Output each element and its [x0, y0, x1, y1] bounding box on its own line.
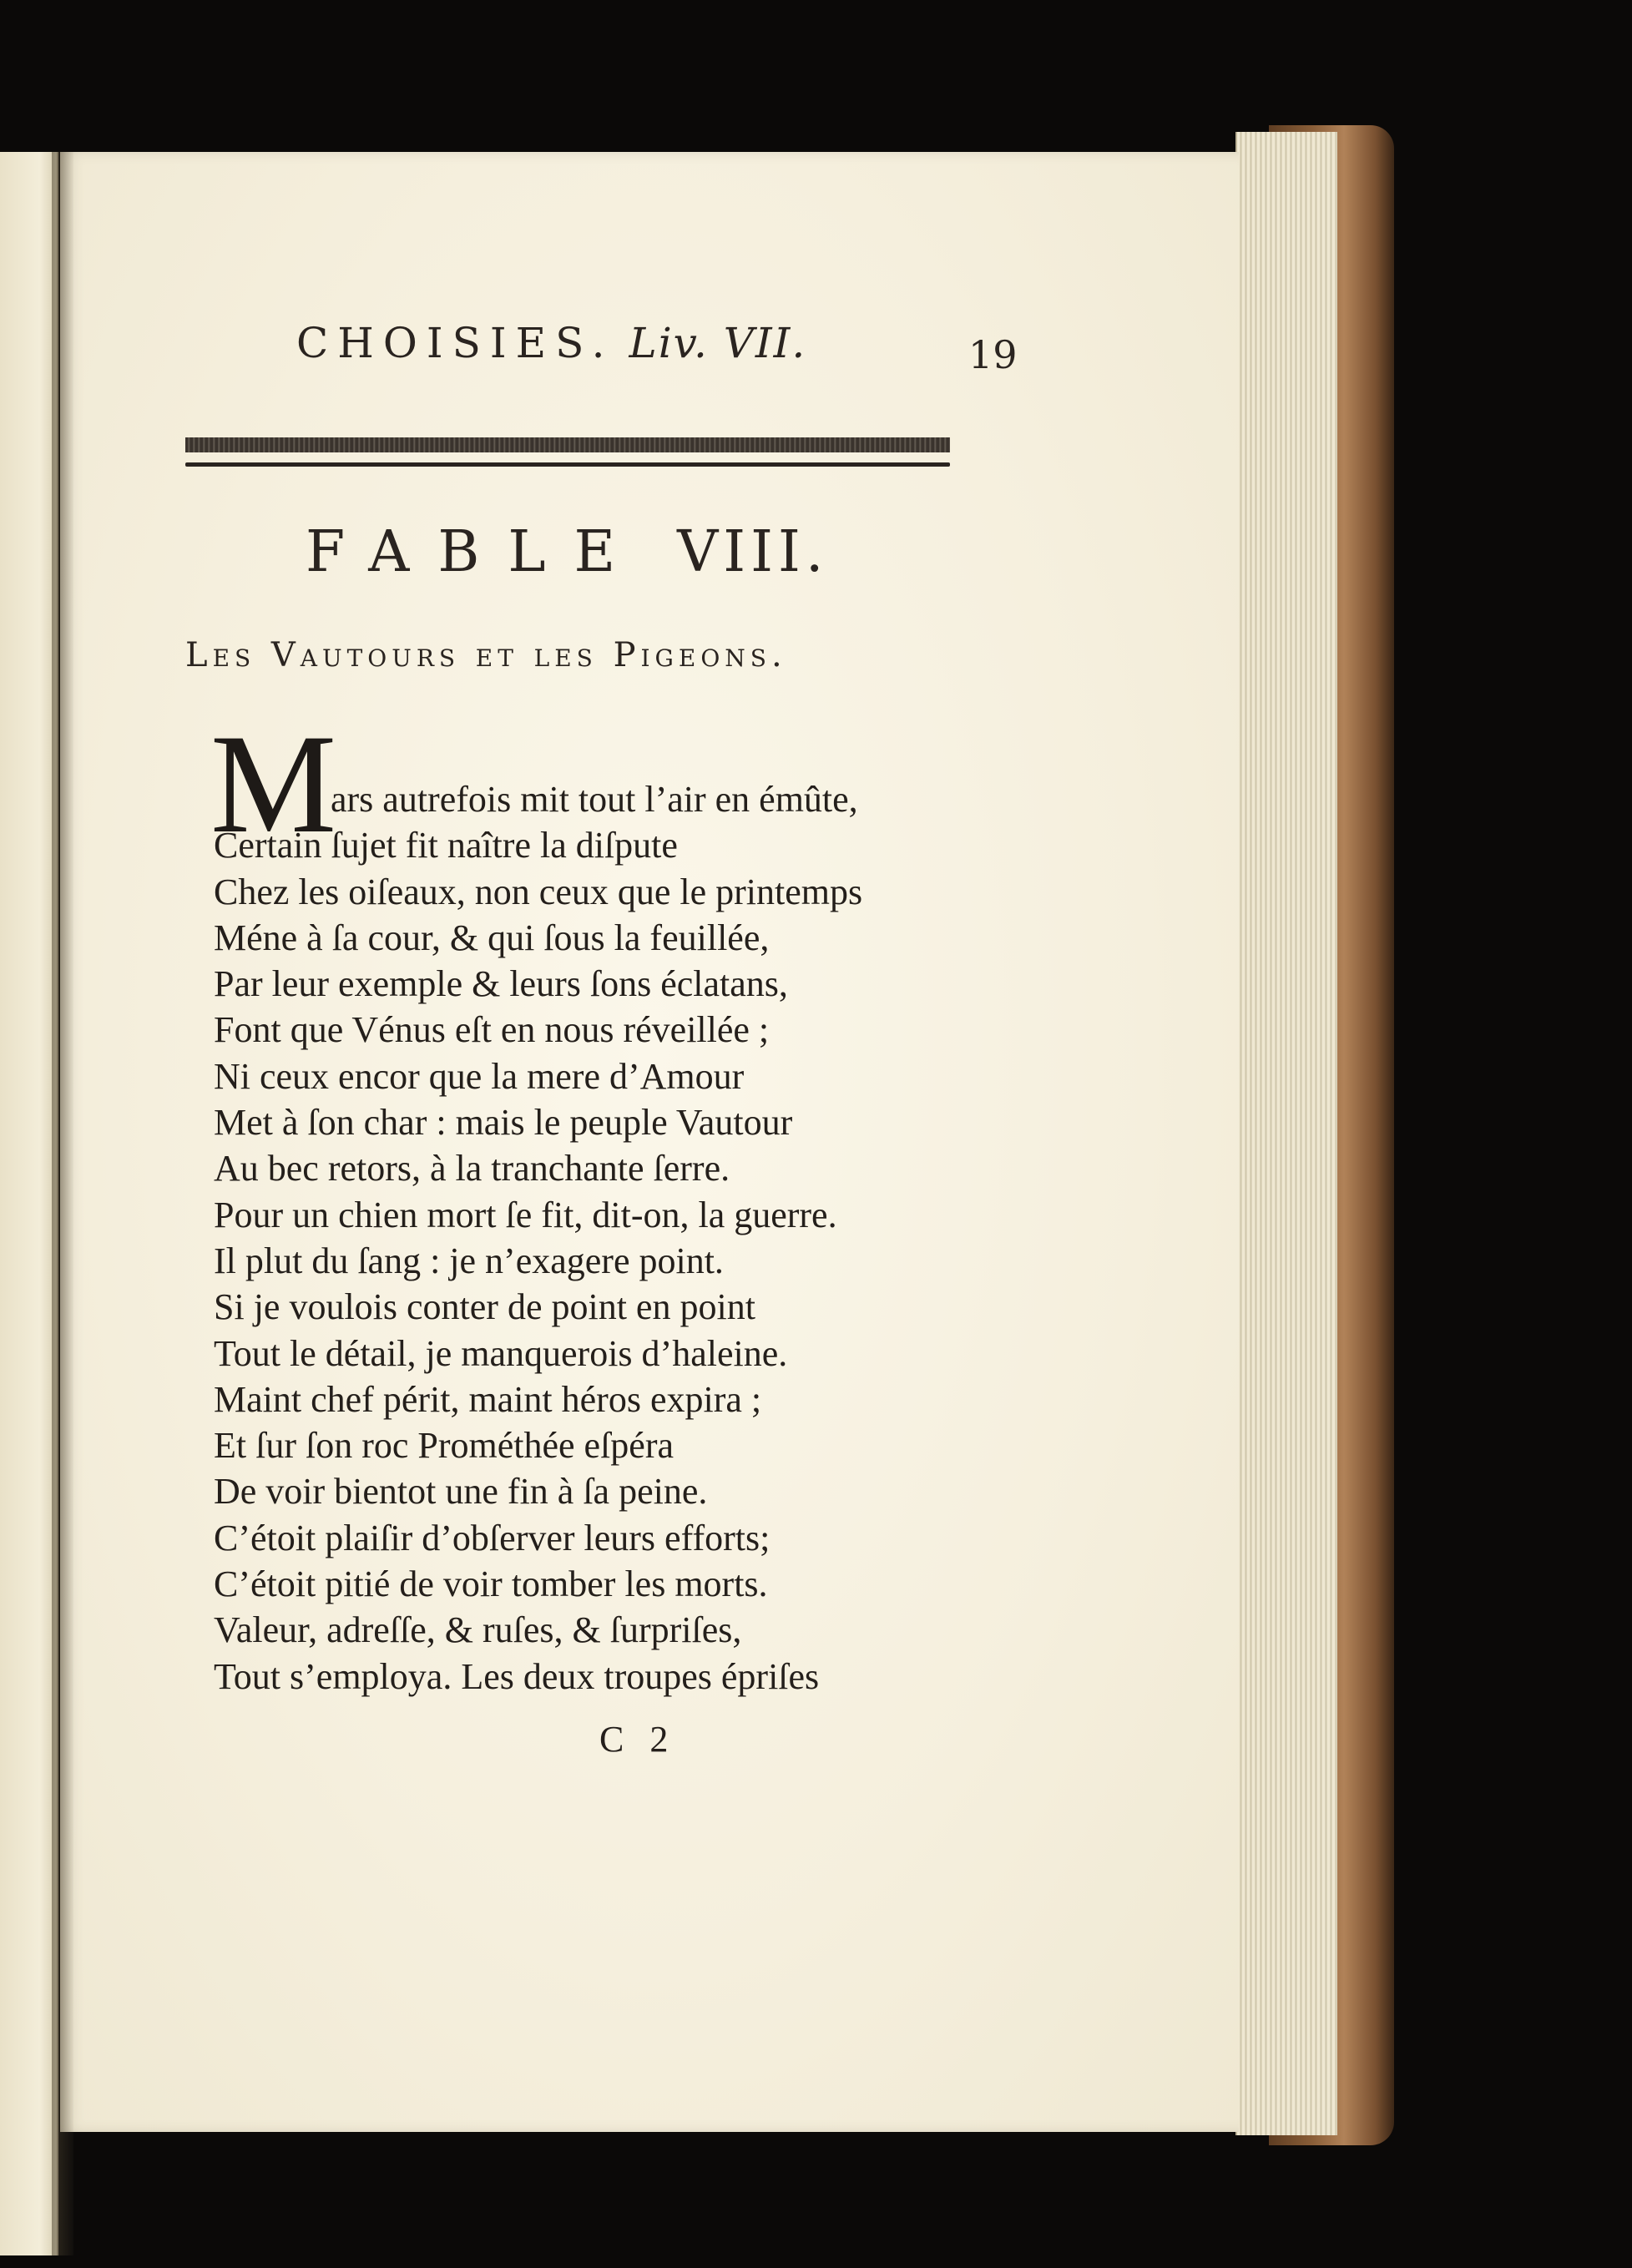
verse-line: Au bec retors, à la tranchante ſerre. — [214, 1148, 730, 1190]
page-edges — [1235, 132, 1337, 2135]
fable-title — [306, 519, 828, 585]
verse-line: Si je voulois conter de point en point — [214, 1286, 755, 1328]
verse-line: Tout le détail, je manquerois d’haleine. — [214, 1332, 788, 1374]
verse-line: Certain ſujet fit naître la diſpute — [214, 825, 678, 866]
running-head — [296, 319, 806, 367]
verse-line: Méne à ſa cour, & qui ſous la feuillée, — [214, 917, 770, 958]
binding-gutter — [52, 152, 73, 2255]
verse-line: Par leur exemple & leurs ſons éclatans, — [214, 963, 788, 1005]
verse-line: Et ſur ſon roc Prométhée eſpéra — [214, 1425, 675, 1467]
verse-line: C’étoit plaiſir d’obſerver leurs efforts; — [214, 1517, 771, 1558]
verse-line: Pour un chien mort ſe fit, dit-on, la guerre. — [214, 1194, 837, 1235]
verse-lines — [214, 776, 1015, 1700]
verse-line: Il plut du ſang : je n’exagere point. — [214, 1240, 724, 1281]
verse-line: C’étoit pitié de voir tomber les morts. — [214, 1563, 768, 1605]
page-number: 19 — [968, 332, 1018, 377]
running-head-title: CHOISIES. — [296, 319, 614, 367]
verse-line: Chez les oiſeaux, non ceux que le printemps — [214, 871, 863, 912]
fable-subtitle: Les Vautours et les Pigeons. — [185, 636, 787, 674]
fable-number: VIII. — [677, 519, 829, 585]
verse-line: ars autrefois mit tout l’air en émûte, — [331, 779, 858, 820]
verse-line: Tout s’employa. Les deux troupes épriſes — [214, 1655, 820, 1697]
running-head-book: Liv. VII. — [629, 319, 807, 367]
verse-line: Ni ceux encor que la mere d’Amour — [214, 1055, 745, 1097]
verse-line: De voir bientot une fin à ſa peine. — [214, 1471, 708, 1513]
verse-line: Maint chef périt, maint héros expira ; — [214, 1378, 762, 1420]
ornamental-rule-thick — [185, 437, 950, 452]
signature-mark: C 2 — [599, 1719, 677, 1760]
verse-line: Font que Vénus eſt en nous réveillée ; — [214, 1009, 770, 1051]
verse-line: Valeur, adreſſe, & ruſes, & ſurpriſes, — [214, 1609, 742, 1651]
drop-cap: M — [210, 705, 337, 862]
fable-label: FABLE — [306, 519, 644, 585]
verse-line: Met à ſon char : mais le peuple Vautour — [214, 1102, 793, 1144]
left-page-edge — [0, 152, 58, 2255]
ornamental-rule-thin — [185, 462, 950, 467]
